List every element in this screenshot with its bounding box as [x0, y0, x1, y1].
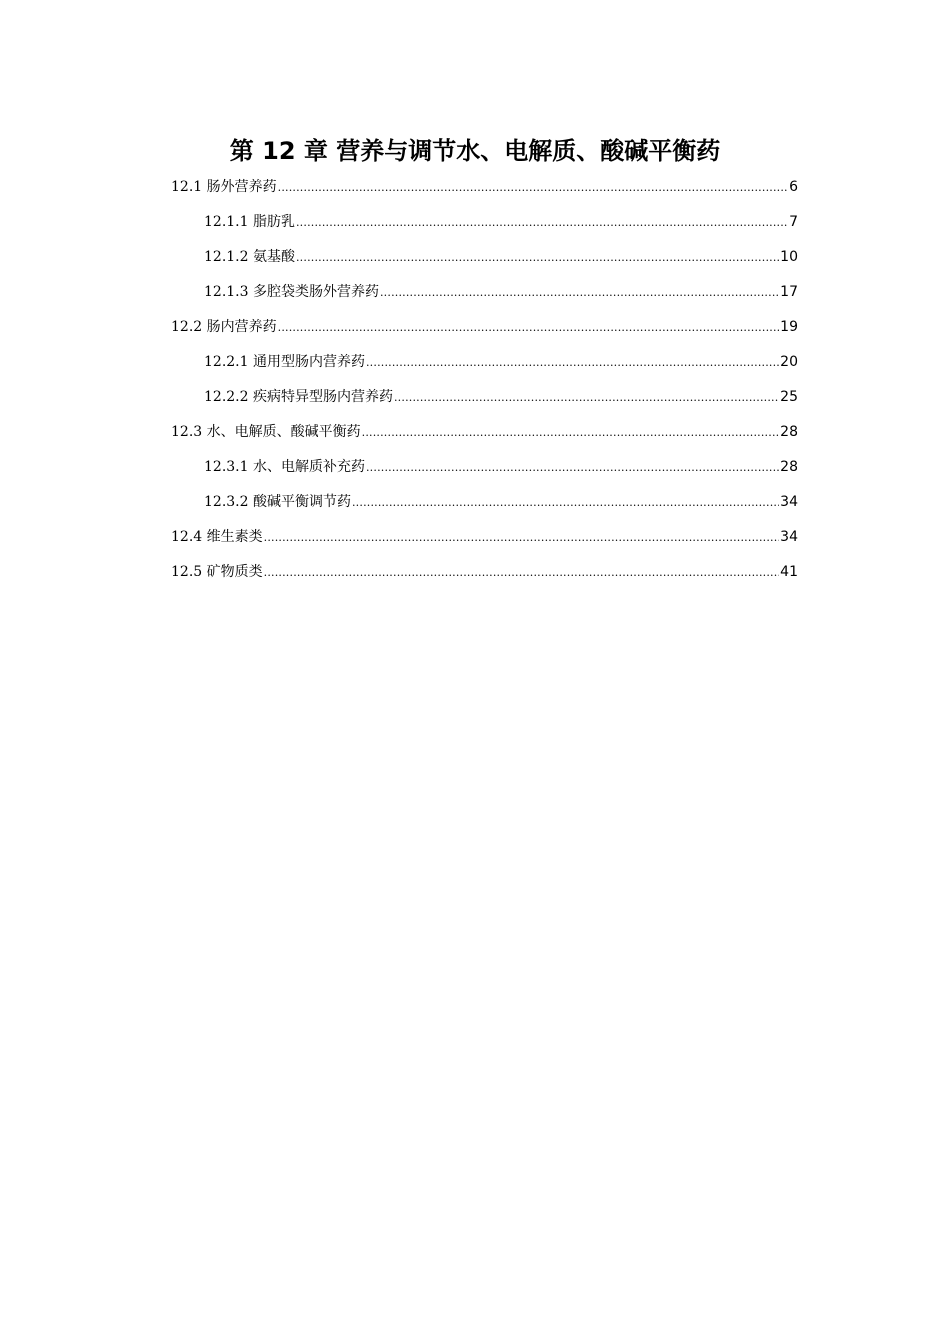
toc-entry-page: 25: [780, 389, 798, 405]
toc-entry-page: 34: [780, 529, 798, 545]
toc-entry[interactable]: [171, 174, 798, 209]
toc-entry[interactable]: [171, 279, 798, 314]
toc-entry[interactable]: [171, 209, 798, 244]
toc-entry[interactable]: [171, 454, 798, 489]
toc-entry-label: 12.1.2 氨基酸: [204, 249, 295, 265]
toc-entry-page: 41: [780, 564, 798, 580]
toc-entry-page: 28: [780, 424, 798, 440]
toc-leader-dots: [264, 560, 780, 586]
toc-entry[interactable]: [171, 489, 798, 524]
toc-leader-dots: [394, 385, 779, 411]
toc-entry-page: 34: [780, 494, 798, 510]
toc-entry-label: 12.1 肠外营养药: [171, 179, 277, 195]
toc-leader-dots: [366, 455, 779, 481]
table-of-contents: [171, 174, 798, 594]
toc-entry-page: 17: [780, 284, 798, 300]
chapter-title: 第 12 章 营养与调节水、电解质、酸碱平衡药: [229, 137, 721, 165]
toc-leader-dots: [380, 280, 779, 306]
toc-entry-label: 12.2 肠内营养药: [171, 319, 277, 335]
toc-entry-label: 12.2.1 通用型肠内营养药: [204, 354, 365, 370]
toc-leader-dots: [362, 420, 780, 446]
toc-leader-dots: [278, 315, 780, 341]
toc-entry-page: 28: [780, 459, 798, 475]
toc-entry[interactable]: [171, 419, 798, 454]
toc-leader-dots: [366, 350, 779, 376]
toc-leader-dots: [352, 490, 779, 516]
toc-entry[interactable]: [171, 349, 798, 384]
toc-leader-dots: [296, 210, 788, 236]
toc-entry-page: 20: [780, 354, 798, 370]
toc-entry[interactable]: [171, 384, 798, 419]
toc-entry[interactable]: [171, 314, 798, 349]
toc-entry-label: 12.3 水、电解质、酸碱平衡药: [171, 424, 361, 440]
toc-entry-label: 12.3.1 水、电解质补充药: [204, 459, 365, 475]
toc-entry[interactable]: [171, 524, 798, 559]
toc-leader-dots: [278, 175, 788, 201]
toc-entry-label: 12.3.2 酸碱平衡调节药: [204, 494, 351, 510]
toc-entry-label: 12.2.2 疾病特异型肠内营养药: [204, 389, 393, 405]
toc-entry[interactable]: [171, 559, 798, 594]
toc-leader-dots: [296, 245, 779, 271]
toc-entry-label: 12.4 维生素类: [171, 529, 263, 545]
toc-entry-label: 12.5 矿物质类: [171, 564, 263, 580]
toc-entry-page: 10: [780, 249, 798, 265]
toc-entry-label: 12.1.1 脂肪乳: [204, 214, 295, 230]
toc-entry-page: 7: [789, 214, 798, 230]
toc-entry-page: 6: [789, 179, 798, 195]
toc-entry-page: 19: [780, 319, 798, 335]
toc-leader-dots: [264, 525, 780, 551]
toc-entry-label: 12.1.3 多腔袋类肠外营养药: [204, 284, 379, 300]
toc-entry[interactable]: [171, 244, 798, 279]
